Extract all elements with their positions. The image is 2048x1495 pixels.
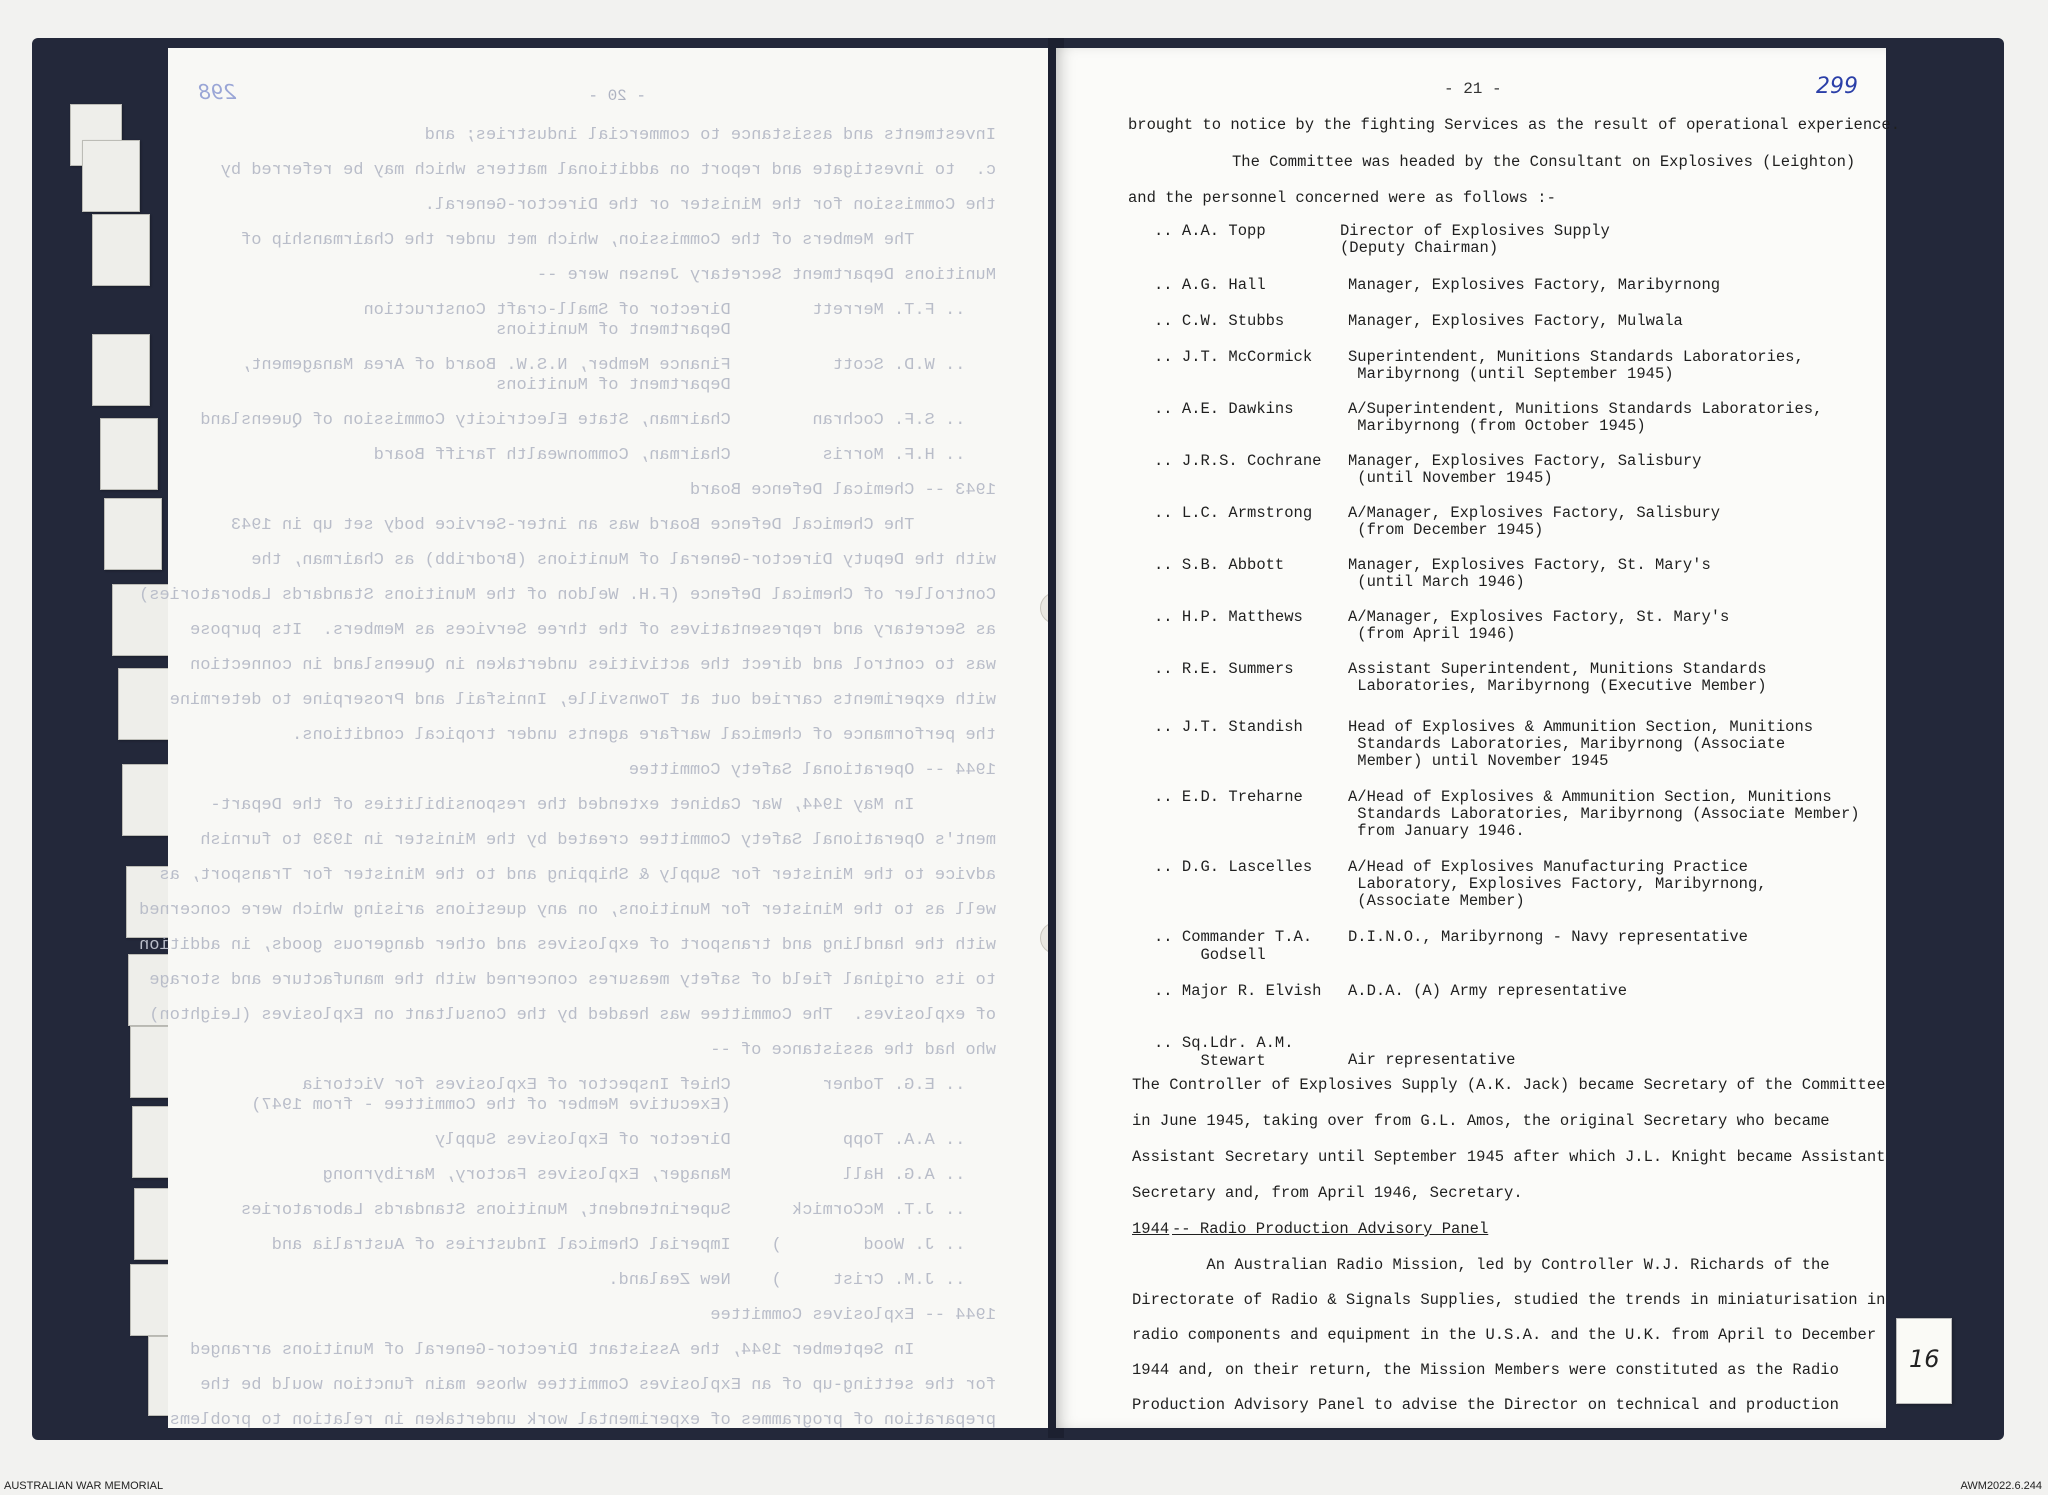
left-page-line: well as to the Minister for Munitions, on any questions arising which were concerned bbox=[139, 901, 996, 920]
left-page-line: .. J. Wood ) Imperial Chemical Industries of Australia and bbox=[271, 1236, 996, 1255]
index-tab[interactable] bbox=[82, 140, 140, 212]
section-heading-title: -- Radio Production Advisory Panel bbox=[1172, 1220, 1489, 1238]
left-page-line: of explosives. The Committee was headed by the Consultant on Explosives (Leighton) bbox=[149, 1006, 996, 1025]
member-role: (until November 1945) bbox=[1348, 469, 1553, 487]
member-role: Standards Laboratories, Maribyrnong (Associate bbox=[1348, 735, 1786, 753]
section-heading-year: 1944 bbox=[1132, 1220, 1170, 1238]
left-page-line: Investments and assistance to commercial industries; and bbox=[424, 126, 996, 145]
item-id-caption: AWM2022.6.244 bbox=[1960, 1480, 2042, 1492]
index-tab[interactable] bbox=[104, 498, 162, 570]
member-name: .. J.T. Standish bbox=[1154, 718, 1303, 736]
archive-caption: AUSTRALIAN WAR MEMORIAL bbox=[4, 1480, 164, 1492]
member-name: .. A.E. Dawkins bbox=[1154, 400, 1294, 418]
body-line: An Australian Radio Mission, led by Controller W.J. Richards of the bbox=[1132, 1256, 1830, 1274]
member-role: Director of Explosives Supply bbox=[1340, 222, 1610, 240]
left-page-line: preparation of programmes of experimental work undertaken in relation to problems bbox=[169, 1411, 996, 1430]
member-role: Maribyrnong (from October 1945) bbox=[1348, 417, 1646, 435]
member-role: Assistant Superintendent, Munitions Standards bbox=[1348, 660, 1767, 678]
member-name: .. E.D. Treharne bbox=[1154, 788, 1303, 806]
member-name: .. J.T. McCormick bbox=[1154, 348, 1313, 366]
member-name: .. R.E. Summers bbox=[1154, 660, 1294, 678]
member-name: .. S.B. Abbott bbox=[1154, 556, 1285, 574]
left-page-line: Munitions Department Secretary Jensen were -- bbox=[536, 266, 996, 285]
member-role: (Deputy Chairman) bbox=[1340, 239, 1499, 257]
left-folio-number: 298 bbox=[198, 80, 237, 104]
left-page-line: .. A.A. Topp Director of Explosives Supply bbox=[434, 1131, 996, 1150]
member-name: .. A.A. Topp bbox=[1154, 222, 1266, 240]
left-page-line: the performance of chemical warfare agents under tropical conditions. bbox=[292, 726, 996, 745]
right-page bbox=[1056, 48, 1901, 1428]
body-line: Assistant Secretary until September 1945 after which J.L. Knight became Assistant bbox=[1132, 1148, 1886, 1166]
left-page-line: .. E.G. Todner Chief Inspector of Explosives for Victoria bbox=[302, 1076, 996, 1095]
left-page-line: ment's Operational Safety Committee created by the Minister in 1939 to furnish bbox=[200, 831, 996, 850]
member-role: Manager, Explosives Factory, Maribyrnong bbox=[1348, 276, 1721, 294]
left-page-line: c. to investigate and report on additional matters which may be referred by bbox=[220, 161, 996, 180]
left-page-line: .. J.T. McCormick Superintendent, Munitions Standards Laboratories bbox=[241, 1201, 996, 1220]
left-page-line: Department of Munitions bbox=[496, 321, 996, 340]
left-page-reversed-text bbox=[139, 48, 1056, 1430]
member-name: .. J.R.S. Cochrane bbox=[1154, 452, 1322, 470]
body-line: The Controller of Explosives Supply (A.K. Jack) became Secretary of the Committee bbox=[1132, 1076, 1886, 1094]
left-page-line: who had the assistance of -- bbox=[710, 1041, 996, 1060]
member-role: Laboratories, Maribyrnong (Executive Member) bbox=[1348, 677, 1767, 695]
member-name: .. H.P. Matthews bbox=[1154, 608, 1303, 626]
left-page-number: - 20 - bbox=[588, 87, 646, 105]
member-role: (from December 1945) bbox=[1348, 521, 1544, 539]
body-line: radio components and equipment in the U.S.A. and the U.K. from April to December bbox=[1132, 1326, 1877, 1344]
left-page-line: for the setting-up of an Explosives Committee whose main function would be the bbox=[200, 1376, 996, 1395]
left-page-line: as Secretary and representatives of the three Services as Members. Its purpose bbox=[190, 621, 996, 640]
body-line: Secretary and, from April 1946, Secretary. bbox=[1132, 1184, 1523, 1202]
member-name: .. A.G. Hall bbox=[1154, 276, 1266, 294]
member-role: A/Superintendent, Munitions Standards Laboratories, bbox=[1348, 400, 1823, 418]
member-role: (from April 1946) bbox=[1348, 625, 1516, 643]
index-tab[interactable] bbox=[92, 334, 150, 406]
left-page-line: In May 1944, War Cabinet extended the responsibilities of the Depart- bbox=[210, 796, 996, 815]
left-page-line: The Chemical Defence Board was an inter-Service body set up in 1943 bbox=[230, 516, 996, 535]
member-role: Manager, Explosives Factory, Salisbury bbox=[1348, 452, 1702, 470]
left-page-line: .. S.F. Cochran Chairman, State Electricity Commission of Queensland bbox=[200, 411, 996, 430]
left-page-line: In September 1944, the Assistant Director-General of Munitions arranged bbox=[190, 1341, 996, 1360]
left-page-line: was to control and direct the activities undertaken in Queensland in connection bbox=[190, 656, 996, 675]
left-page-line: Controller of Chemical Defence (F.H. Weldon of the Munitions Standards Laboratories) bbox=[139, 586, 996, 605]
body-line: and the personnel concerned were as follows :- bbox=[1128, 189, 1556, 207]
member-role: Laboratory, Explosives Factory, Maribyrnong, bbox=[1348, 875, 1767, 893]
left-page-line: to its original field of safety measures concerned with the manufacture and storage bbox=[149, 971, 996, 990]
member-role: A.D.A. (A) Army representative bbox=[1348, 982, 1628, 1000]
body-line: brought to notice by the fighting Services as the result of operational experience. bbox=[1128, 116, 1901, 134]
left-page-line: with the handling and transport of explosives and other dangerous goods, in addition bbox=[139, 936, 996, 955]
member-role: Manager, Explosives Factory, St. Mary's bbox=[1348, 556, 1711, 574]
member-role: Maribyrnong (until September 1945) bbox=[1348, 365, 1674, 383]
member-name: .. Major R. Elvish bbox=[1154, 982, 1322, 1000]
member-role: D.I.N.O., Maribyrnong - Navy representative bbox=[1348, 928, 1748, 946]
left-page-line: 1944 -- Operational Safety Committee bbox=[628, 761, 996, 780]
body-line: Directorate of Radio & Signals Supplies, studied the trends in miniaturisation in bbox=[1132, 1291, 1886, 1309]
page-tag-label bbox=[1896, 1318, 1952, 1404]
left-page-line: .. W.D. Scott Finance Member, N.S.W. Board of Area Management, bbox=[241, 356, 996, 375]
member-role: A/Manager, Explosives Factory, Salisbury bbox=[1348, 504, 1721, 522]
left-page-line: The Members of the Commission, which met under the Chairmanship of bbox=[241, 231, 996, 250]
left-page-line: 1943 -- Chemical Defence Board bbox=[689, 481, 996, 500]
left-page-line: (Executive Member of the Committee - from 1947) bbox=[251, 1096, 996, 1115]
member-role: Superintendent, Munitions Standards Laboratories, bbox=[1348, 348, 1804, 366]
member-role: (Associate Member) bbox=[1348, 892, 1525, 910]
index-tab[interactable] bbox=[92, 214, 150, 286]
member-role: Head of Explosives & Ammunition Section, Munitions bbox=[1348, 718, 1814, 736]
member-role: Member) until November 1945 bbox=[1348, 752, 1609, 770]
member-role: A/Head of Explosives & Ammunition Section, Munitions bbox=[1348, 788, 1832, 806]
body-line: 1944 and, on their return, the Mission Members were constituted as the Radio bbox=[1132, 1361, 1839, 1379]
left-page-line: advice to the Minister for Supply & Shipping and to the Minister for Transport, as bbox=[159, 866, 996, 885]
member-name: .. Commander T.A. Godsell bbox=[1154, 928, 1313, 964]
index-tab[interactable] bbox=[100, 418, 158, 490]
right-folio-number: 299 bbox=[1816, 74, 1858, 99]
member-role: A/Manager, Explosives Factory, St. Mary's bbox=[1348, 608, 1730, 626]
right-page-number: - 21 - bbox=[1444, 80, 1502, 98]
member-role: Manager, Explosives Factory, Mulwala bbox=[1348, 312, 1683, 330]
left-page-line: .. F.T. Merrett Director of Small-craft Construction bbox=[363, 301, 996, 320]
left-page-line: with the Deputy Director-General of Munitions (Brodribb) as Chairman, the bbox=[251, 551, 996, 570]
member-role: Air representative bbox=[1348, 1051, 1516, 1069]
page-tag-number: 16 bbox=[1909, 1345, 1940, 1373]
body-line: The Committee was headed by the Consultant on Explosives (Leighton) bbox=[1232, 153, 1856, 171]
left-page-line: Department of Munitions bbox=[496, 376, 996, 395]
member-name: .. Sq.Ldr. A.M. Stewart bbox=[1154, 1034, 1294, 1070]
member-name: .. D.G. Lascelles bbox=[1154, 858, 1313, 876]
left-page-line: the Commission for the Minister or the Director-General. bbox=[424, 196, 996, 215]
left-page-line: .. A.G. Hall Manager, Explosives Factory, Maribyrnong bbox=[322, 1166, 996, 1185]
member-role: A/Head of Explosives Manufacturing Practice bbox=[1348, 858, 1748, 876]
body-line: in June 1945, taking over from G.L. Amos, the original Secretary who became bbox=[1132, 1112, 1830, 1130]
left-page bbox=[139, 48, 1056, 1430]
left-page-line: .. H.F. Morris Chairman, Commonwealth Tariff Board bbox=[373, 446, 996, 465]
member-name: .. C.W. Stubbs bbox=[1154, 312, 1285, 330]
member-role: (until March 1946) bbox=[1348, 573, 1525, 591]
member-role: Standards Laboratories, Maribyrnong (Associate Member) bbox=[1348, 805, 1860, 823]
member-role: from January 1946. bbox=[1348, 822, 1525, 840]
body-line: Production Advisory Panel to advise the Director on technical and production bbox=[1132, 1396, 1839, 1414]
left-page-line: 1944 -- Explosives Committee bbox=[710, 1306, 996, 1325]
left-page-line: .. J.M. Crist ) New Zealand. bbox=[608, 1271, 996, 1290]
left-page-line: with experiments carried out at Townsville, Innisfail and Proserpine to determine bbox=[169, 691, 996, 710]
member-name: .. L.C. Armstrong bbox=[1154, 504, 1313, 522]
